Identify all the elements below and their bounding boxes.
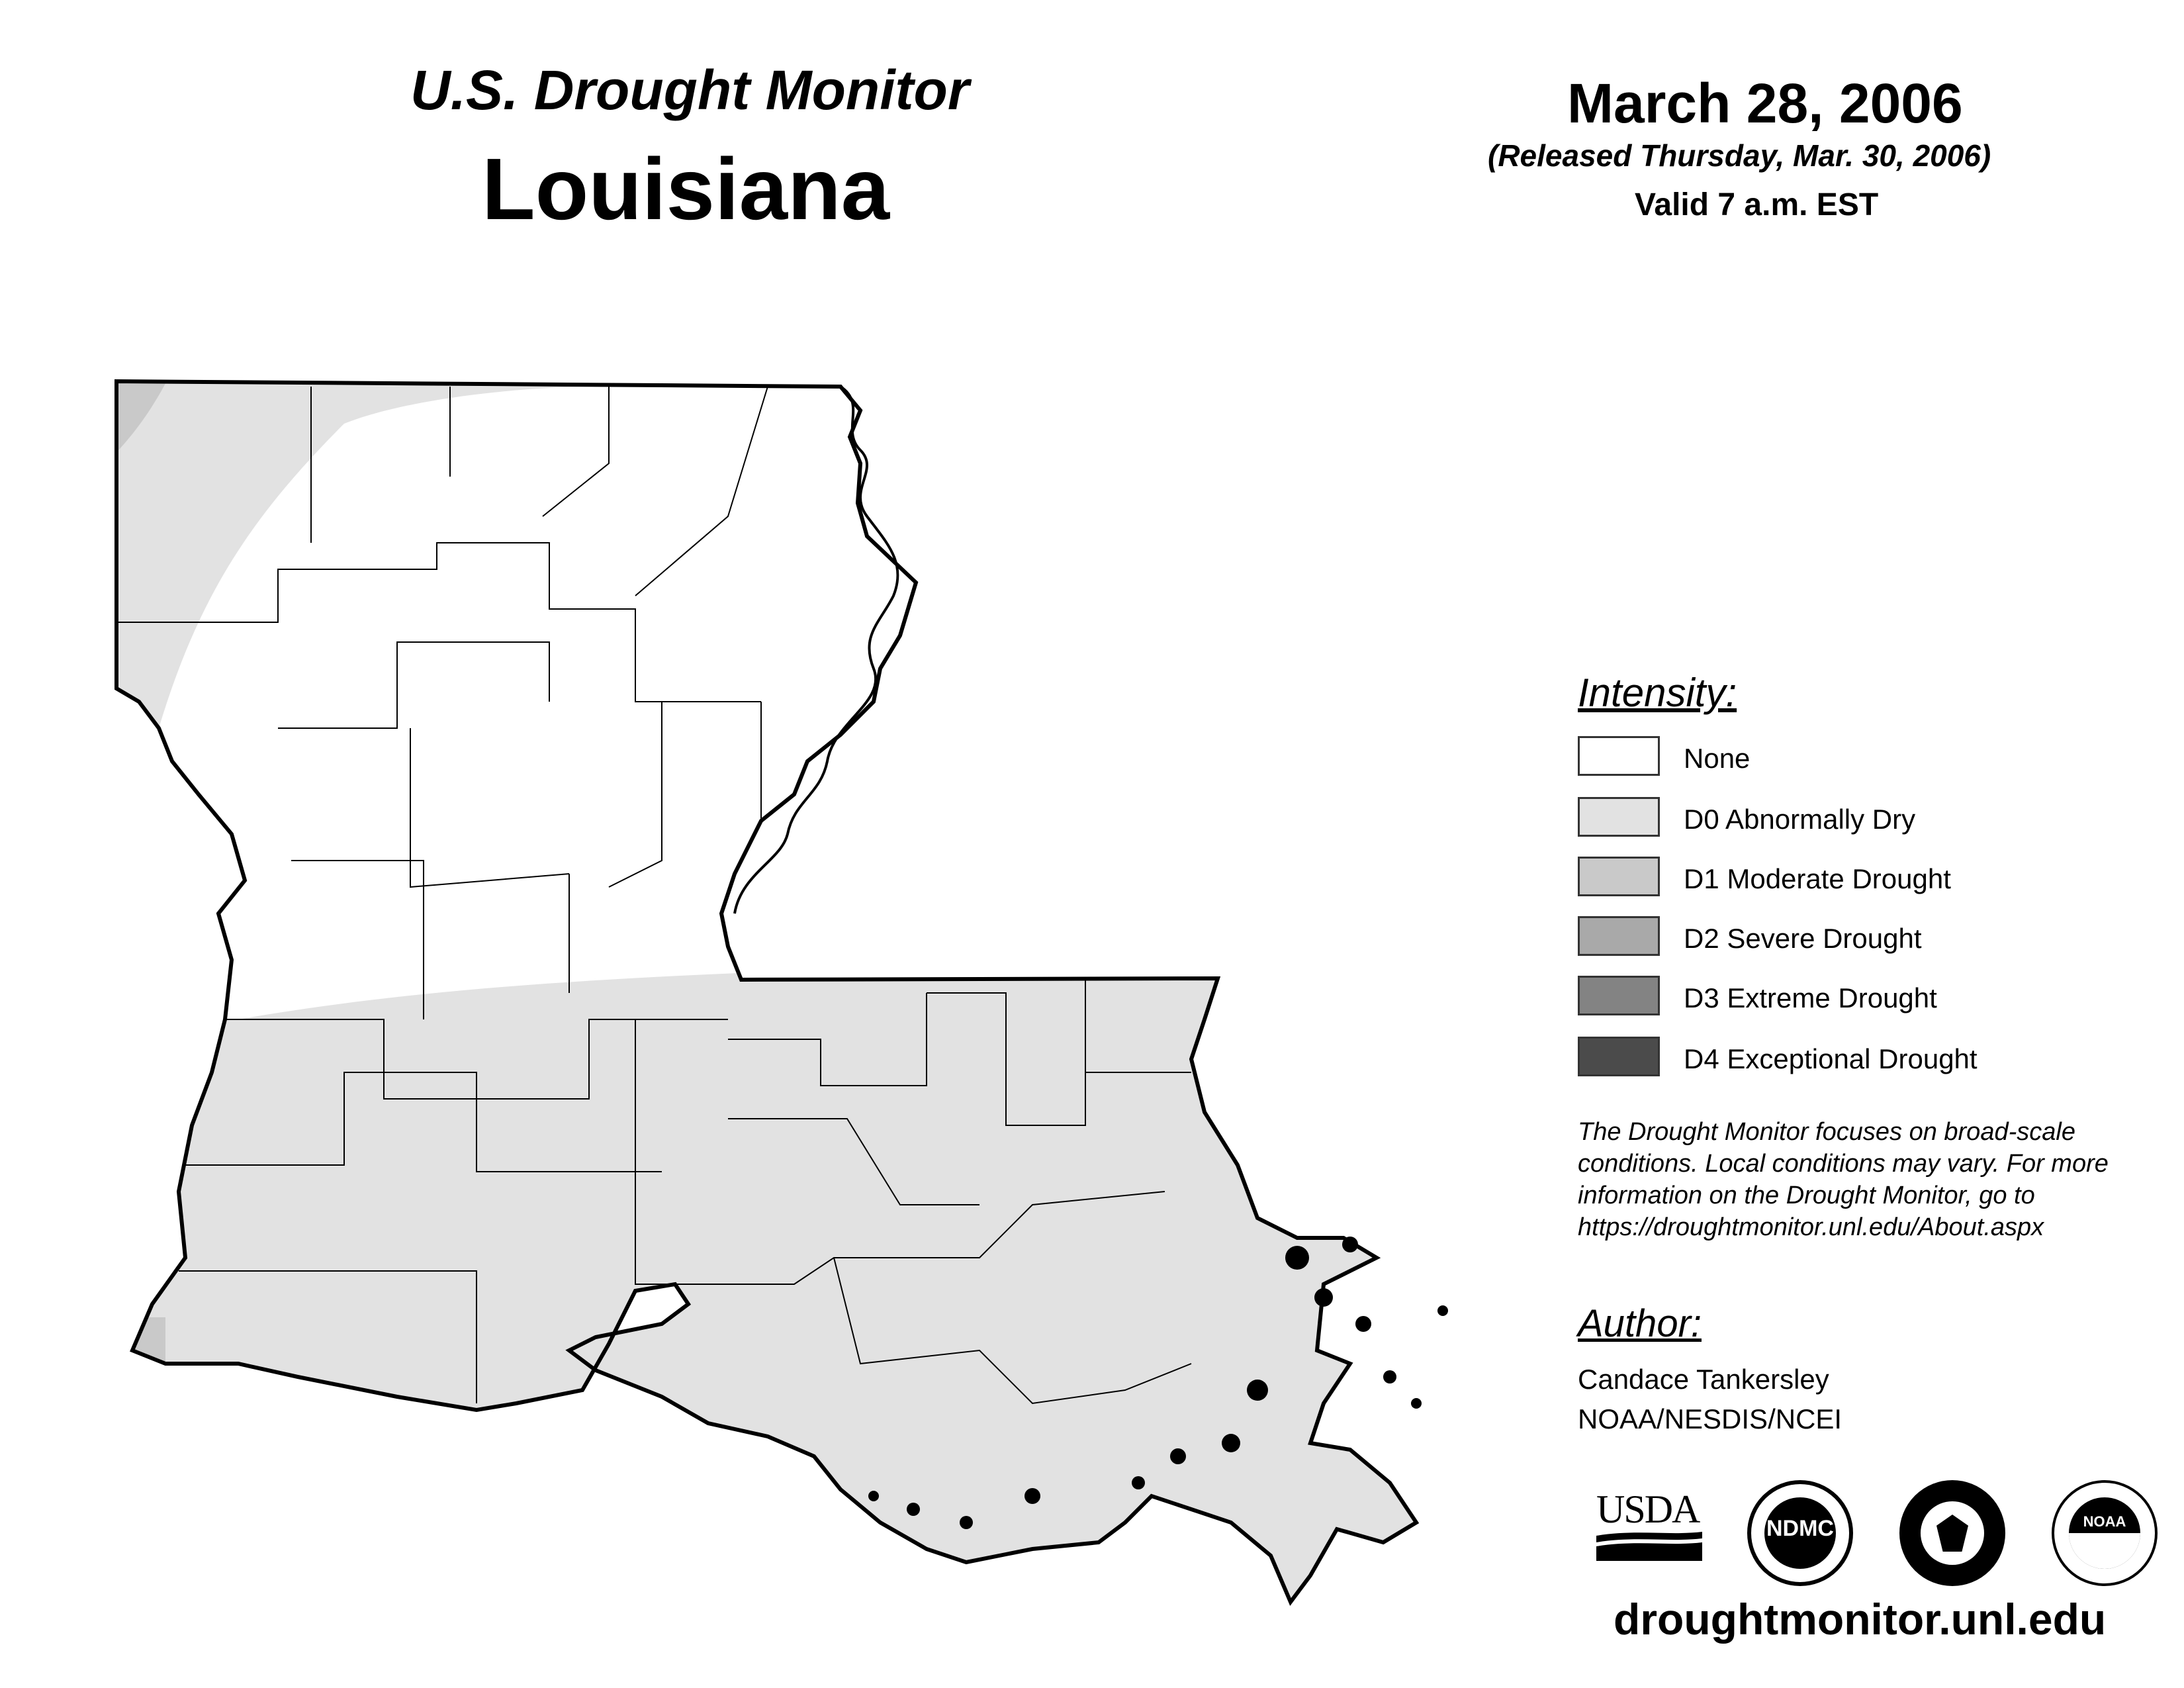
note-line: information on the Drought Monitor, go to [1578,1182,2035,1209]
note-line: conditions. Local conditions may vary. For more [1578,1150,2109,1178]
map-date: March 28, 2006 [1567,72,1963,134]
note-line: The Drought Monitor focuses on broad-scale [1578,1118,2075,1146]
legend-swatch [1578,976,1660,1015]
ndmc-logo [1747,1480,1853,1586]
legend-swatch [1578,1037,1660,1076]
legend-swatch [1578,916,1660,956]
legend-swatch [1578,736,1660,776]
usda-logo-text: USDA [1596,1487,1700,1531]
usda-logo-swoosh [1596,1529,1702,1562]
legend-swatch [1578,797,1660,837]
legend-label: D3 Extreme Drought [1684,982,1937,1013]
valid-time: Valid 7 a.m. EST [1635,187,1879,222]
noaa-logo [2052,1480,2158,1586]
noaa-logo-text: NOAA [2083,1513,2126,1530]
drought-monitor-note [1578,1116,2173,1243]
author-name: Candace Tankersley [1578,1364,1829,1395]
legend-label: None [1684,743,1751,774]
author-title: Author: [1578,1302,1702,1345]
legend-label: D2 Severe Drought [1684,923,1922,954]
map-title: Louisiana [482,140,890,238]
release-date: (Released Thursday, Mar. 30, 2006) [1488,138,1991,173]
author-org: NOAA/NESDIS/NCEI [1578,1403,1843,1434]
legend-swatch [1578,857,1660,896]
legend-label: D1 Moderate Drought [1684,863,1951,894]
note-link[interactable]: https://droughtmonitor.unl.edu/About.aspx [1578,1213,2044,1241]
legend-label: D0 Abnormally Dry [1684,804,1916,835]
footer-url[interactable]: droughtmonitor.unl.edu [1614,1595,2107,1644]
usda-logo [1596,1487,1709,1566]
commerce-logo [1899,1480,2005,1586]
ndmc-logo-text: NDMC [1766,1516,1834,1541]
legend-title: Intensity: [1578,671,1737,715]
map-subtitle: U.S. Drought Monitor [410,59,970,121]
legend-label: D4 Exceptional Drought [1684,1043,1978,1074]
